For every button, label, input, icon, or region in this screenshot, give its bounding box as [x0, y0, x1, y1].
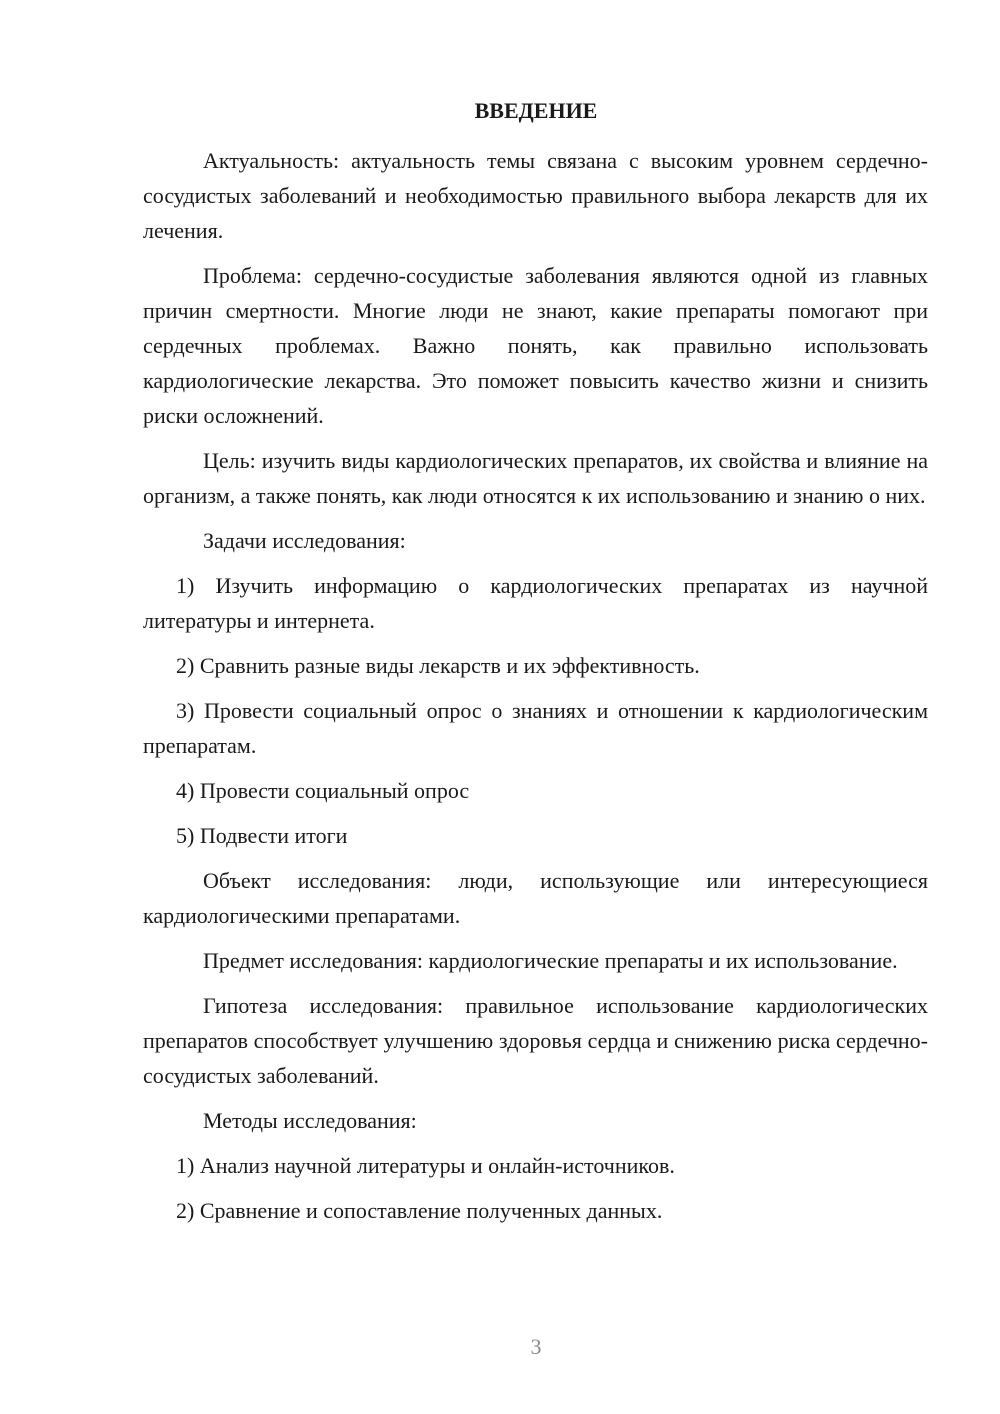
paragraph-goal: Цель: изучить виды кардиологических препаратов, их свойства и влияние на организм, а также понять, как люди относятся к их использованию и знанию о них. — [143, 448, 928, 508]
section-heading: ВВЕДЕНИЕ — [474, 98, 598, 123]
page-number: 3 — [530, 1334, 542, 1359]
method-item-1: 1) Анализ научной литературы и онлайн-источников. — [176, 1153, 675, 1178]
task-item-4: 4) Провести социальный опрос — [176, 778, 470, 803]
paragraph-object: Объект исследования: люди, использующие или интересующиеся кардиологическими препаратами. — [143, 868, 928, 928]
task-item-3: 3) Провести социальный опрос о знаниях и отношении к кардиологическим препаратам. — [143, 698, 928, 758]
paragraph-relevance: Актуальность: актуальность темы связана с высоким уровнем сердечно-сосудистых заболеваний и необходимостью правильного выбора лекарств для их лечения. — [143, 148, 928, 243]
task-item-2: 2) Сравнить разные виды лекарств и их эффективность. — [176, 653, 700, 678]
paragraph-subject: Предмет исследования: кардиологические препараты и их использование. — [203, 948, 898, 973]
method-item-2: 2) Сравнение и сопоставление полученных данных. — [176, 1198, 663, 1223]
paragraph-methods-heading: Методы исследования: — [203, 1108, 417, 1133]
paragraph-problem: Проблема: сердечно-сосудистые заболевания являются одной из главных причин смертности. Многие люди не знают, какие препараты помогают при сердечных проблемах. Важно понять, как правильно использовать кардиологические лекарства. Это поможет повысить качество жизни и снизить риски осложнений. — [143, 263, 928, 428]
body-text — [143, 143, 928, 1238]
task-item-1: 1) Изучить информацию о кардиологических препаратах из научной литературы и интернета. — [143, 573, 928, 633]
task-item-5: 5) Подвести итоги — [176, 823, 348, 848]
paragraph-tasks-heading: Задачи исследования: — [203, 528, 406, 553]
paragraph-hypothesis: Гипотеза исследования: правильное использование кардиологических препаратов способствует улучшению здоровья сердца и снижению риска сердечно-сосудистых заболеваний. — [143, 993, 928, 1088]
